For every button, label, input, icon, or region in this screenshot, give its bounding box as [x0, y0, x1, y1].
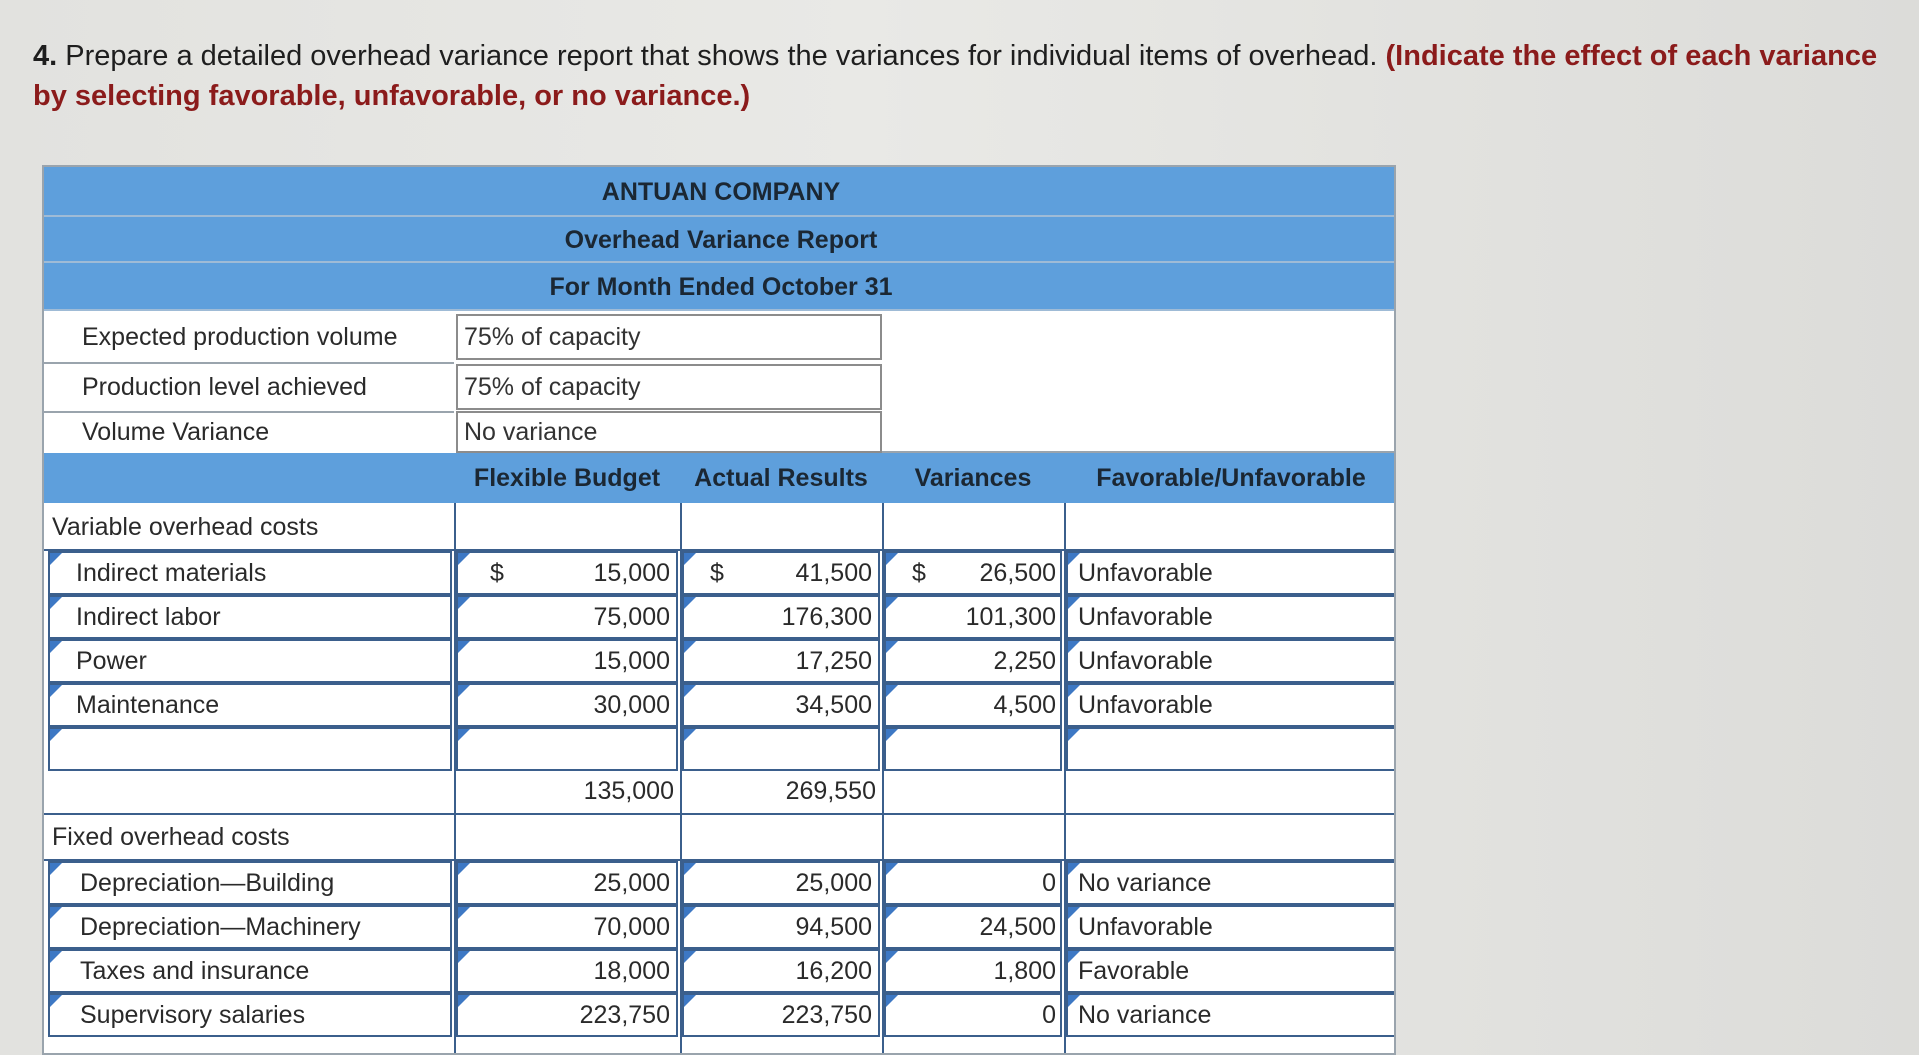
- fixed-effect-select[interactable]: No variance: [1066, 861, 1396, 905]
- fixed-effect-select[interactable]: Unfavorable: [1066, 905, 1396, 949]
- variable-item-label[interactable]: Maintenance: [48, 683, 452, 727]
- dropdown-marker-icon: [886, 863, 898, 875]
- currency-symbol: $: [912, 558, 926, 587]
- dropdown-marker-icon: [1068, 907, 1080, 919]
- dropdown-marker-icon: [886, 995, 898, 1007]
- variable-variance-input[interactable]: 2,250: [884, 639, 1062, 683]
- instructions: [33, 36, 1913, 116]
- variable-flexible-input[interactable]: 30,000: [456, 683, 678, 727]
- variable-effect-select[interactable]: [1066, 727, 1396, 771]
- fixed-flexible-input[interactable]: 223,750: [456, 993, 678, 1037]
- variable-effect-select[interactable]: Unfavorable: [1066, 551, 1396, 595]
- dropdown-marker-icon: [886, 597, 898, 609]
- variable-item-label[interactable]: Indirect materials: [48, 551, 452, 595]
- dropdown-marker-icon: [50, 995, 62, 1007]
- dropdown-marker-icon: [684, 863, 696, 875]
- dropdown-marker-icon: [886, 729, 898, 741]
- variable-actual-input[interactable]: 34,500: [682, 683, 880, 727]
- fixed-variance-input[interactable]: 0: [884, 861, 1062, 905]
- variable-variance-input[interactable]: 4,500: [884, 683, 1062, 727]
- dropdown-marker-icon: [458, 995, 470, 1007]
- fixed-item-label[interactable]: Supervisory salaries: [48, 993, 452, 1037]
- question-emphasis: (Indicate the effect of each variance by selecting favorable, unfavorable, or no variance.): [33, 40, 1878, 112]
- column-header-actual: Actual Results: [680, 453, 882, 503]
- dropdown-marker-icon: [886, 685, 898, 697]
- achieved-level-label: Production level achieved: [82, 372, 367, 401]
- fixed-variance-input[interactable]: 24,500: [884, 905, 1062, 949]
- fixed-actual-input[interactable]: 16,200: [682, 949, 880, 993]
- dropdown-marker-icon: [458, 951, 470, 963]
- variable-actual-input[interactable]: 17,250: [682, 639, 880, 683]
- question-text: Prepare a detailed overhead variance report that shows the variances for individual items of overhead.: [65, 40, 1378, 72]
- variable-flexible-input[interactable]: 75,000: [456, 595, 678, 639]
- dropdown-marker-icon: [684, 907, 696, 919]
- variable-actual-input[interactable]: [682, 727, 880, 771]
- fixed-variance-input[interactable]: 1,800: [884, 949, 1062, 993]
- dropdown-marker-icon: [684, 995, 696, 1007]
- dropdown-marker-icon: [1068, 685, 1080, 697]
- variable-section-label: Variable overhead costs: [52, 512, 319, 541]
- dropdown-marker-icon: [1068, 553, 1080, 565]
- dropdown-marker-icon: [1068, 597, 1080, 609]
- achieved-level-select[interactable]: 75% of capacity: [456, 364, 882, 410]
- variable-flexible-input[interactable]: [456, 727, 678, 771]
- dropdown-marker-icon: [50, 597, 62, 609]
- fixed-actual-input[interactable]: 94,500: [682, 905, 880, 949]
- variable-effect-select[interactable]: Unfavorable: [1066, 683, 1396, 727]
- variable-item-label[interactable]: [48, 727, 452, 771]
- expected-volume-label: Expected production volume: [82, 322, 398, 351]
- dropdown-marker-icon: [458, 863, 470, 875]
- variance-report: [42, 165, 1396, 1055]
- currency-symbol: $: [710, 558, 724, 587]
- variable-effect-select[interactable]: Unfavorable: [1066, 639, 1396, 683]
- dropdown-marker-icon: [1068, 995, 1080, 1007]
- column-header-blank: [44, 453, 454, 503]
- fixed-item-label[interactable]: Taxes and insurance: [48, 949, 452, 993]
- dropdown-marker-icon: [886, 553, 898, 565]
- dropdown-marker-icon: [50, 863, 62, 875]
- fixed-flexible-input[interactable]: 18,000: [456, 949, 678, 993]
- fixed-effect-select[interactable]: No variance: [1066, 993, 1396, 1037]
- fixed-actual-input[interactable]: 223,750: [682, 993, 880, 1037]
- dropdown-marker-icon: [50, 685, 62, 697]
- dropdown-marker-icon: [1068, 641, 1080, 653]
- dropdown-marker-icon: [50, 907, 62, 919]
- dropdown-marker-icon: [458, 641, 470, 653]
- variable-total-flexible: 135,000: [583, 776, 674, 805]
- column-header-variances: Variances: [882, 453, 1064, 503]
- dropdown-marker-icon: [458, 685, 470, 697]
- dropdown-marker-icon: [458, 907, 470, 919]
- dropdown-marker-icon: [684, 951, 696, 963]
- variable-variance-input[interactable]: 101,300: [884, 595, 1062, 639]
- dropdown-marker-icon: [886, 907, 898, 919]
- variable-variance-input[interactable]: 26,500: [884, 551, 1062, 595]
- fixed-flexible-input[interactable]: 70,000: [456, 905, 678, 949]
- volume-variance-label: Volume Variance: [82, 417, 270, 446]
- variable-total-actual: 269,550: [785, 776, 876, 805]
- variable-actual-input[interactable]: 176,300: [682, 595, 880, 639]
- dropdown-marker-icon: [50, 729, 62, 741]
- dropdown-marker-icon: [1068, 863, 1080, 875]
- fixed-flexible-input[interactable]: 25,000: [456, 861, 678, 905]
- variable-flexible-input[interactable]: 15,000: [456, 639, 678, 683]
- dropdown-marker-icon: [458, 597, 470, 609]
- fixed-variance-input[interactable]: 0: [884, 993, 1062, 1037]
- dropdown-marker-icon: [50, 641, 62, 653]
- dropdown-marker-icon: [684, 641, 696, 653]
- variable-variance-input[interactable]: [884, 727, 1062, 771]
- dropdown-marker-icon: [50, 951, 62, 963]
- company-name: ANTUAN COMPANY: [44, 167, 1396, 217]
- dropdown-marker-icon: [458, 553, 470, 565]
- dropdown-marker-icon: [684, 685, 696, 697]
- dropdown-marker-icon: [684, 597, 696, 609]
- column-header-favorable: Favorable/Unfavorable: [1064, 453, 1396, 503]
- dropdown-marker-icon: [886, 951, 898, 963]
- variable-actual-input[interactable]: 41,500: [682, 551, 880, 595]
- report-title: Overhead Variance Report: [44, 217, 1396, 263]
- fixed-item-label[interactable]: Depreciation—Building: [48, 861, 452, 905]
- dropdown-marker-icon: [886, 641, 898, 653]
- fixed-section-label: Fixed overhead costs: [52, 822, 290, 851]
- variable-flexible-input[interactable]: 15,000: [456, 551, 678, 595]
- dropdown-marker-icon: [1068, 951, 1080, 963]
- variable-item-label[interactable]: Indirect labor: [48, 595, 452, 639]
- fixed-actual-input[interactable]: 25,000: [682, 861, 880, 905]
- variable-item-label[interactable]: Power: [48, 639, 452, 683]
- column-header-flexible: Flexible Budget: [454, 453, 680, 503]
- dropdown-marker-icon: [684, 553, 696, 565]
- dropdown-marker-icon: [1068, 729, 1080, 741]
- currency-symbol: $: [490, 558, 504, 587]
- dropdown-marker-icon: [50, 553, 62, 565]
- dropdown-marker-icon: [684, 729, 696, 741]
- volume-variance-select[interactable]: No variance: [456, 411, 882, 453]
- variable-effect-select[interactable]: Unfavorable: [1066, 595, 1396, 639]
- question-number: 4.: [33, 40, 58, 72]
- expected-volume-select[interactable]: 75% of capacity: [456, 314, 882, 360]
- dropdown-marker-icon: [458, 729, 470, 741]
- fixed-item-label[interactable]: Depreciation—Machinery: [48, 905, 452, 949]
- report-period: For Month Ended October 31: [44, 263, 1396, 311]
- fixed-effect-select[interactable]: Favorable: [1066, 949, 1396, 993]
